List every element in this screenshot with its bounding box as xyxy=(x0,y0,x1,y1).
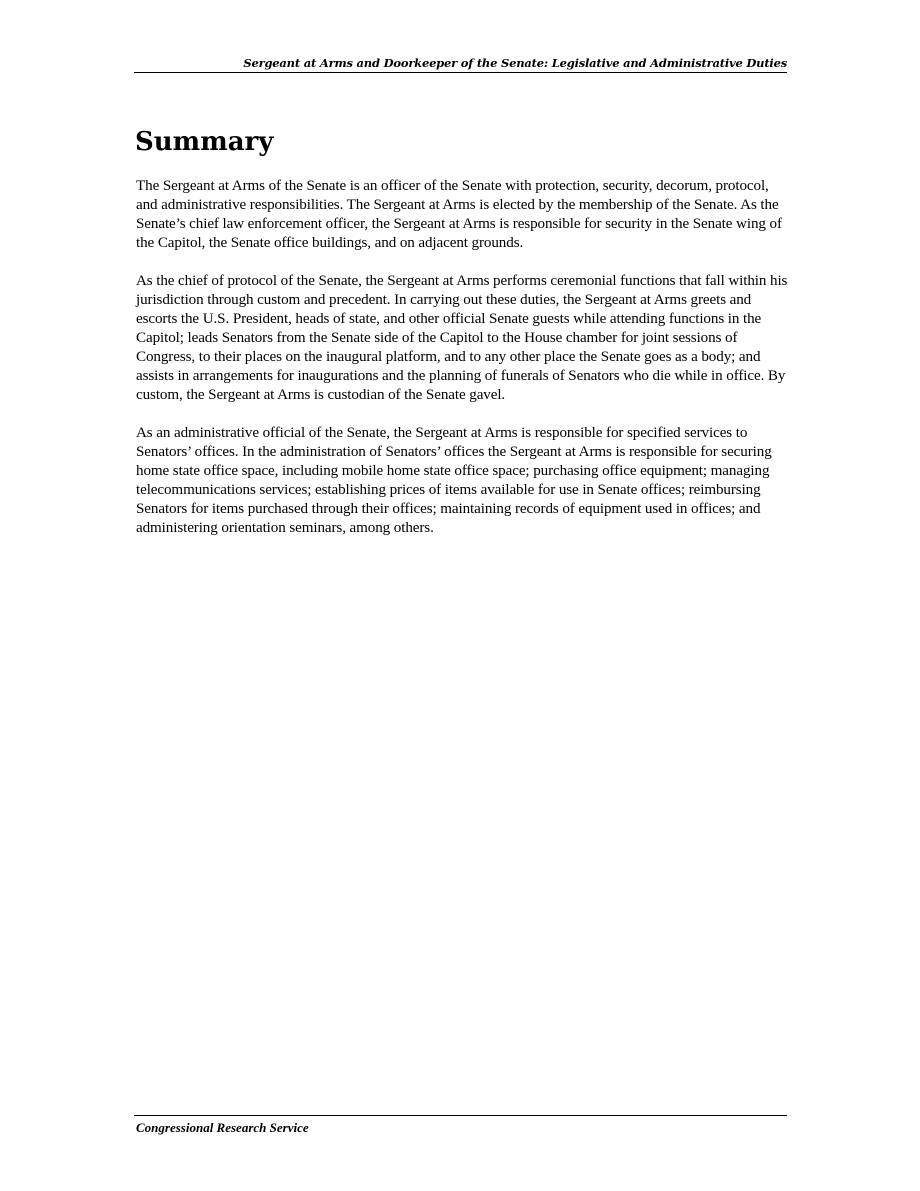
footer-publisher: Congressional Research Service xyxy=(136,1120,309,1135)
summary-paragraph-2: As the chief of protocol of the Senate, the Sergeant at Arms performs ceremonial functions that fall within his jurisdiction through custom and precedent. In carrying out these duties, the Sergeant at Arms greets and escorts the U.S. President, heads of state, and other official Senate guests while attending functions in the Capitol; leads Senators from the Senate side of the Capitol to the House chamber for joint sessions of Congress, to their places on the inaugural platform, and to any other place the Senate goes as a body; and assists in arrangements for inaugurations and the planning of funerals of Senators who die while in office. By custom, the Sergeant at Arms is custodian of the Senate gavel. xyxy=(136,273,788,403)
header-divider xyxy=(134,72,787,73)
summary-paragraph-1: The Sergeant at Arms of the Senate is an officer of the Senate with protection, security, decorum, protocol, and administrative responsibilities. The Sergeant at Arms is elected by the membership of the Senate. As the Senate’s chief law enforcement officer, the Sergeant at Arms is responsible for security in the Senate wing of the Capitol, the Senate office buildings, and on adjacent grounds. xyxy=(136,178,782,251)
summary-paragraph-3: As an administrative official of the Senate, the Sergeant at Arms is responsible for specified services to Senators’ offices. In the administration of Senators’ offices the Sergeant at Arms is responsible for securing home state office space, including mobile home state office space; purchasing office equipment; managing telecommunications services; establishing prices of items available for use in Senate offices; reimbursing Senators for items purchased through their offices; maintaining records of equipment used in offices; and administering orientation seminars, among others. xyxy=(136,425,772,536)
page-title: Summary xyxy=(135,127,274,157)
footer-divider xyxy=(134,1115,787,1116)
running-header: Sergeant at Arms and Doorkeeper of the Senate: Legislative and Administrative Duties xyxy=(243,56,787,70)
summary-body xyxy=(136,177,788,557)
